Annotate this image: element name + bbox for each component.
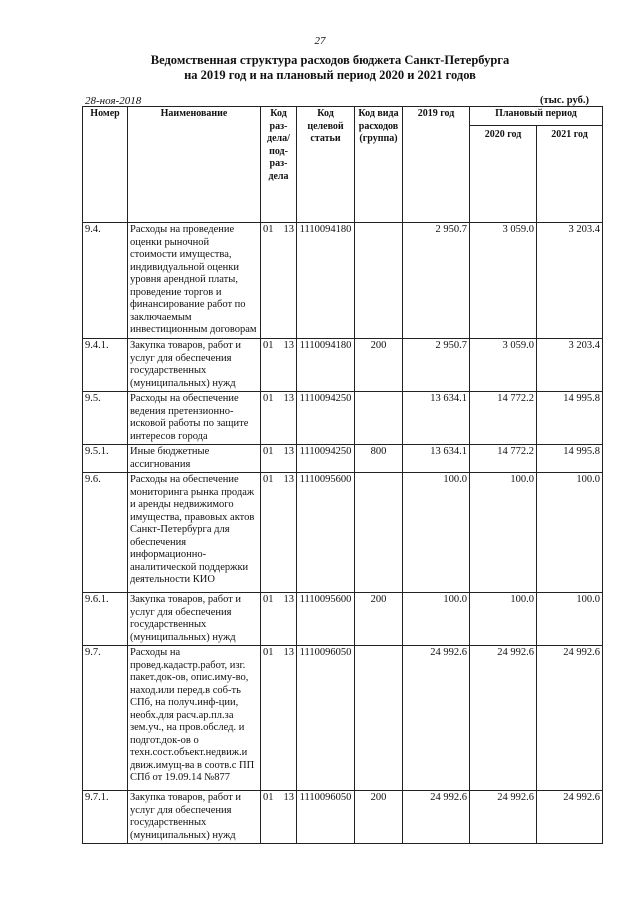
row-name: Расходы на проведение оценки рыночной стоимости имущества, индивидуальной оценки уровня арендной платы, проведение торгов и финансирование работ по заключаемым инвестиционным договорам xyxy=(128,223,261,339)
row-amount-2019: 13 634.1 xyxy=(403,392,470,445)
title-line-2: на 2019 год и на плановый период 2020 и 2021 годов xyxy=(184,68,476,82)
row-target-code: 1110094180 xyxy=(297,339,355,392)
row-amount-2021: 14 995.8 xyxy=(537,445,603,473)
header-type: Код вида расходов (группа) xyxy=(355,107,403,223)
row-amount-2020: 24 992.6 xyxy=(470,646,537,791)
header-section: Код раз-дела/ под-раз-дела xyxy=(261,107,297,223)
row-subsection-code: 13 xyxy=(283,224,294,235)
row-type-code xyxy=(355,473,403,593)
row-amount-2019: 24 992.6 xyxy=(403,791,470,844)
row-name: Иные бюджетные ассигнования xyxy=(128,445,261,473)
row-subsection-code: 13 xyxy=(283,594,294,605)
row-section xyxy=(261,593,297,646)
row-number: 9.4. xyxy=(83,223,128,339)
row-number: 9.6.1. xyxy=(83,593,128,646)
row-number: 9.4.1. xyxy=(83,339,128,392)
row-amount-2019: 100.0 xyxy=(403,593,470,646)
row-subsection-code: 13 xyxy=(283,474,294,485)
row-section-code: 01 xyxy=(263,474,274,485)
table-row xyxy=(83,392,603,445)
row-amount-2019: 13 634.1 xyxy=(403,445,470,473)
row-target-code: 1110094250 xyxy=(297,445,355,473)
table-row xyxy=(83,646,603,791)
row-section xyxy=(261,392,297,445)
row-amount-2020: 3 059.0 xyxy=(470,223,537,339)
row-type-code: 200 xyxy=(355,339,403,392)
row-amount-2021: 24 992.6 xyxy=(537,791,603,844)
document-date: 28-ноя-2018 xyxy=(85,95,142,107)
row-target-code: 1110096050 xyxy=(297,791,355,844)
row-section xyxy=(261,339,297,392)
row-type-code: 200 xyxy=(355,593,403,646)
table-header-row xyxy=(83,107,603,126)
row-subsection-code: 13 xyxy=(283,446,294,457)
row-amount-2021: 24 992.6 xyxy=(537,646,603,791)
table-row xyxy=(83,473,603,593)
header-2019: 2019 год xyxy=(403,107,470,223)
header-planned-period: Плановый период xyxy=(470,107,603,126)
table-row xyxy=(83,445,603,473)
row-target-code: 1110095600 xyxy=(297,473,355,593)
row-subsection-code: 13 xyxy=(283,647,294,658)
row-amount-2021: 3 203.4 xyxy=(537,223,603,339)
row-type-code xyxy=(355,646,403,791)
table-row xyxy=(83,593,603,646)
units-label: (тыс. руб.) xyxy=(540,95,589,106)
row-section xyxy=(261,445,297,473)
row-section xyxy=(261,646,297,791)
row-number: 9.7. xyxy=(83,646,128,791)
row-section-code: 01 xyxy=(263,393,274,404)
row-name: Расходы на провед.кадастр.работ, изг. пакет.док-ов, опис.иму-во, наход.или перед.в соб-ть СПб, на получ.инф-ции, необх.для расч.ар.пл.за зем.уч., на пров.обслед. и подгот.док-ов о техн.сост.объект.недвиж.и движ.имущ-ва в соотв.с ПП СПб от 19.09.14 №877 xyxy=(128,646,261,791)
page-number: 27 xyxy=(314,35,326,47)
row-target-code: 1110094250 xyxy=(297,392,355,445)
row-target-code: 1110094180 xyxy=(297,223,355,339)
row-section-code: 01 xyxy=(263,446,274,457)
row-number: 9.6. xyxy=(83,473,128,593)
header-name: Наименование xyxy=(128,107,261,223)
row-section xyxy=(261,223,297,339)
row-target-code: 1110095600 xyxy=(297,593,355,646)
row-amount-2020: 100.0 xyxy=(470,593,537,646)
header-2021: 2021 год xyxy=(537,126,603,223)
document-title xyxy=(0,53,640,83)
row-amount-2020: 100.0 xyxy=(470,473,537,593)
row-section-code: 01 xyxy=(263,340,274,351)
table-row xyxy=(83,339,603,392)
row-number: 9.5.1. xyxy=(83,445,128,473)
row-amount-2019: 24 992.6 xyxy=(403,646,470,791)
row-amount-2021: 100.0 xyxy=(537,473,603,593)
row-amount-2020: 14 772.2 xyxy=(470,445,537,473)
table-row xyxy=(83,791,603,844)
row-section xyxy=(261,473,297,593)
title-line-1: Ведомственная структура расходов бюджета Санкт-Петербурга xyxy=(150,53,510,67)
table-body xyxy=(83,223,603,844)
row-amount-2021: 3 203.4 xyxy=(537,339,603,392)
row-section xyxy=(261,791,297,844)
header-number: Номер xyxy=(83,107,128,223)
row-target-code: 1110096050 xyxy=(297,646,355,791)
row-section-code: 01 xyxy=(263,594,274,605)
row-type-code: 800 xyxy=(355,445,403,473)
row-section-code: 01 xyxy=(263,792,274,803)
table-row xyxy=(83,223,603,339)
row-amount-2019: 2 950.7 xyxy=(403,339,470,392)
row-name: Расходы на обеспечение ведения претензионно-исковой работы по защите интересов города xyxy=(128,392,261,445)
row-amount-2019: 100.0 xyxy=(403,473,470,593)
row-number: 9.5. xyxy=(83,392,128,445)
row-subsection-code: 13 xyxy=(283,393,294,404)
row-subsection-code: 13 xyxy=(283,792,294,803)
budget-table xyxy=(82,106,603,844)
row-amount-2021: 100.0 xyxy=(537,593,603,646)
row-name: Закупка товаров, работ и услуг для обеспечения государственных (муниципальных) нужд xyxy=(128,593,261,646)
row-type-code xyxy=(355,223,403,339)
row-type-code: 200 xyxy=(355,791,403,844)
row-section-code: 01 xyxy=(263,647,274,658)
row-type-code xyxy=(355,392,403,445)
row-subsection-code: 13 xyxy=(283,340,294,351)
row-section-code: 01 xyxy=(263,224,274,235)
header-target: Код целевой статьи xyxy=(297,107,355,223)
row-amount-2020: 24 992.6 xyxy=(470,791,537,844)
row-amount-2021: 14 995.8 xyxy=(537,392,603,445)
header-2020: 2020 год xyxy=(470,126,537,223)
row-name: Расходы на обеспечение мониторинга рынка продаж и аренды недвижимого имущества, правовых актов Санкт-Петербурга для обеспечения информационно-аналитической поддержки деятельности КИО xyxy=(128,473,261,593)
row-number: 9.7.1. xyxy=(83,791,128,844)
row-name: Закупка товаров, работ и услуг для обеспечения государственных (муниципальных) нужд xyxy=(128,791,261,844)
row-name: Закупка товаров, работ и услуг для обеспечения государственных (муниципальных) нужд xyxy=(128,339,261,392)
row-amount-2020: 3 059.0 xyxy=(470,339,537,392)
row-amount-2020: 14 772.2 xyxy=(470,392,537,445)
row-amount-2019: 2 950.7 xyxy=(403,223,470,339)
